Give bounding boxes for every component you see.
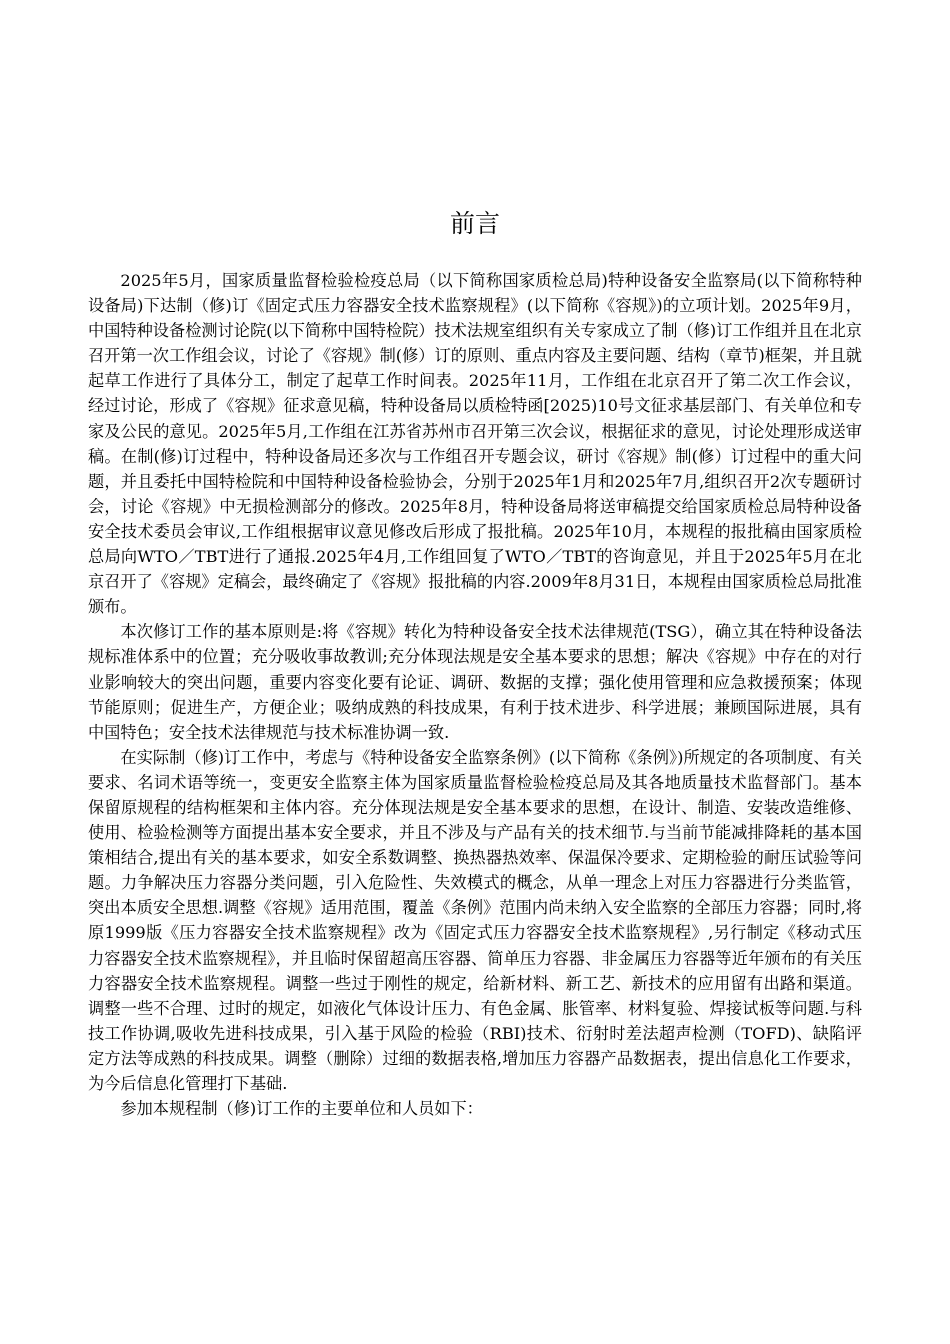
document-body [88,268,862,1121]
page-title: 前言 [449,209,500,238]
paragraph-revision-work: 在实际制（修)订工作中，考虑与《特种设备安全监察条例》(以下简称《条例》)所规定的各项制度、有关要求、名词术语等统一，变更安全监察主体为国家质量监督检验检疫总局及其各地质量技术监督部门。基本保留原规程的结构框架和主体内容。充分体现法规是安全基本要求的思想，在设计、制造、安装改造维修、使用、检验检测等方面提出基本安全要求，并且不涉及与产品有关的技术细节.与当前节能减排降耗的基本国策相结合,提出有关的基本要求，如安全系数调整、换热器热效率、保温保冷要求、定期检验的耐压试验等问题。力争解决压力容器分类问题，引入危险性、失效模式的概念，从单一理念上对压力容器进行分类监管，突出本质安全思想.调整《容规》适用范围，覆盖《条例》范围内尚未纳入安全监察的全部压力容器；同时,将原1999版《压力容器安全技术监察规程》改为《固定式压力容器安全技术监察规程》,另行制定《移动式压力容器安全技术监察规程》，并且临时保留超高压容器、简单压力容器、非金属压力容器等近年颁布的有关压力容器安全技术监察规程。调整一些过于刚性的规定，给新材料、新工艺、新技术的应用留有出路和渠道。调整一些不合理、过时的规定，如液化气体设计压力、有色金属、胀管率、材料复验、焊接试板等问题.与科技工作协调,吸收先进科技成果，引入基于风险的检验（RBI)技术、衍射时差法超声检测（TOFD)、缺陷评定方法等成熟的科技成果。调整（删除）过细的数据表格,增加压力容器产品数据表，提出信息化工作要求，为今后信息化管理打下基础. [88,747,862,1093]
paragraph-background: 2025年5月，国家质量监督检验检疫总局（以下简称国家质检总局)特种设备安全监察局(以下简称特种设备局)下达制（修)订《固定式压力容器安全技术监察规程》(以下简称《容规》)的立项计划。2025年9月，中国特种设备检测讨论院(以下简称中国特检院）技术法规室组织有关专家成立了制（修)订工作组并且在北京召开第一次工作组会议，讨论了《容规》制(修）订的原则、重点内容及主要问题、结构（章节)框架，并且就起草工作进行了具体分工，制定了起草工作时间表。2025年11月，工作组在北京召开了第二次工作会议，经过讨论，形成了《容规》征求意见稿，特种设备局以质检特函[2025)10号文征求基层部门、有关单位和专家及公民的意见。2025年5月,工作组在江苏省苏州市召开第三次会议，根据征求的意见，讨论处理形成送审稿。在制(修)订过程中，特种设备局还多次与工作组召开专题会议，研讨《容规》制(修）订过程中的重大问题，并且委托中国特检院和中国特种设备检验协会，分别于2025年1月和2025年7月,组织召开2次专题研讨会，讨论《容规》中无损检测部分的修改。2025年8月，特种设备局将送审稿提交给国家质检总局特种设备安全技术委员会审议,工作组根据审议意见修改后形成了报批稿。2025年10月，本规程的报批稿由国家质检总局向WTO／TBT进行了通报.2025年4月,工作组回复了WTO／TBT的咨询意见，并且于2025年5月在北京召开了《容规》定稿会，最终确定了《容规》报批稿的内容.2009年8月31日，本规程由国家质检总局批准颁布。 [88,271,862,617]
paragraph-participants: 参加本规程制（修)订工作的主要单位和人员如下： [120,1099,483,1119]
paragraph-principles: 本次修订工作的基本原则是:将《容规》转化为特种设备安全技术法律规范(TSG），确立其在特种设备法规标准体系中的位置；充分吸收事故教训;充分体现法规是安全基本要求的思想；解决《容规》中存在的对行业影响较大的突出问题，重要内容变化要有论证、调研、数据的支撑；强化使用管理和应急救援预案；体现节能原则；促进生产，方便企业；吸纳成熟的科技成果，有利于技术进步、科学进展；兼顾国际进展，具有中国特色；安全技术法律规范与技术标准协调一致. [88,622,862,742]
document-page [88,0,862,1344]
